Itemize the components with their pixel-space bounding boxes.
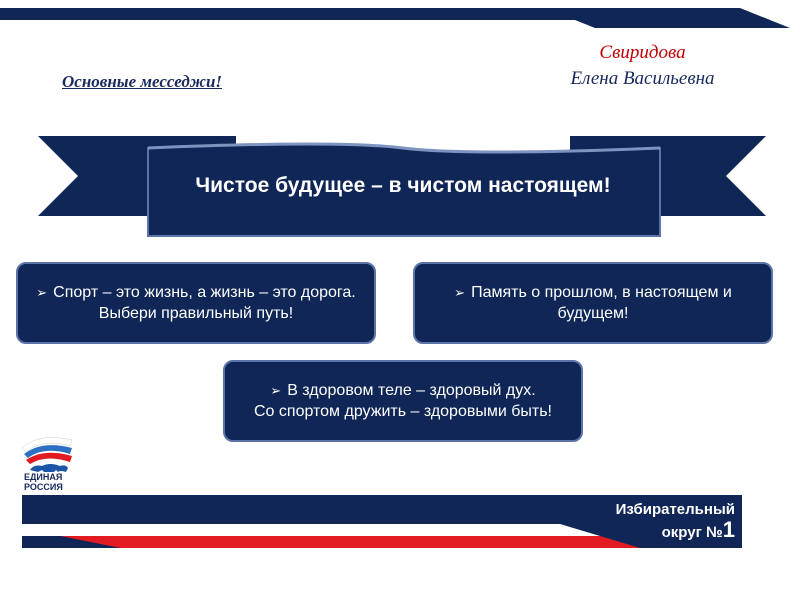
message-line-1: Память о прошлом, в настоящем и будущем!: [471, 284, 732, 322]
message-box-memory: [413, 262, 773, 344]
message-content: [429, 282, 757, 324]
district-line-2: [585, 517, 735, 543]
arrowhead-bullet-icon: ➢: [454, 285, 466, 300]
logo-text: [24, 472, 84, 492]
logo-line-2: РОССИЯ: [24, 482, 63, 492]
author-given-names: Елена Васильевна: [570, 68, 715, 89]
message-content: [36, 282, 355, 324]
district-label: [585, 500, 735, 543]
district-number: 1: [722, 517, 735, 542]
messages-heading: Основные месседжи!: [62, 72, 223, 91]
message-line-2: Выбери правильный путь!: [98, 305, 294, 322]
district-line-1: Избирательный: [615, 501, 735, 518]
message-line-1: В здоровом теле – здоровый дух.: [287, 382, 536, 399]
ribbon-slogan: Чистое будущее – в чистом настоящем!: [195, 174, 611, 197]
author-name: [540, 40, 745, 92]
message-content: [254, 380, 552, 422]
message-line-1: Спорт – это жизнь, а жизнь – это дорога.: [53, 284, 356, 301]
arrowhead-bullet-icon: ➢: [270, 383, 282, 398]
arrowhead-bullet-icon: ➢: [36, 285, 48, 300]
logo-line-1: ЕДИНАЯ: [24, 472, 63, 482]
message-line-2: Со спортом дружить – здоровыми быть!: [254, 403, 552, 420]
author-surname: Свиридова: [599, 42, 686, 63]
message-box-sport: [16, 262, 376, 344]
district-word: округ №: [661, 524, 723, 541]
message-box-health: [223, 360, 583, 442]
top-decorative-bar: [0, 0, 800, 40]
